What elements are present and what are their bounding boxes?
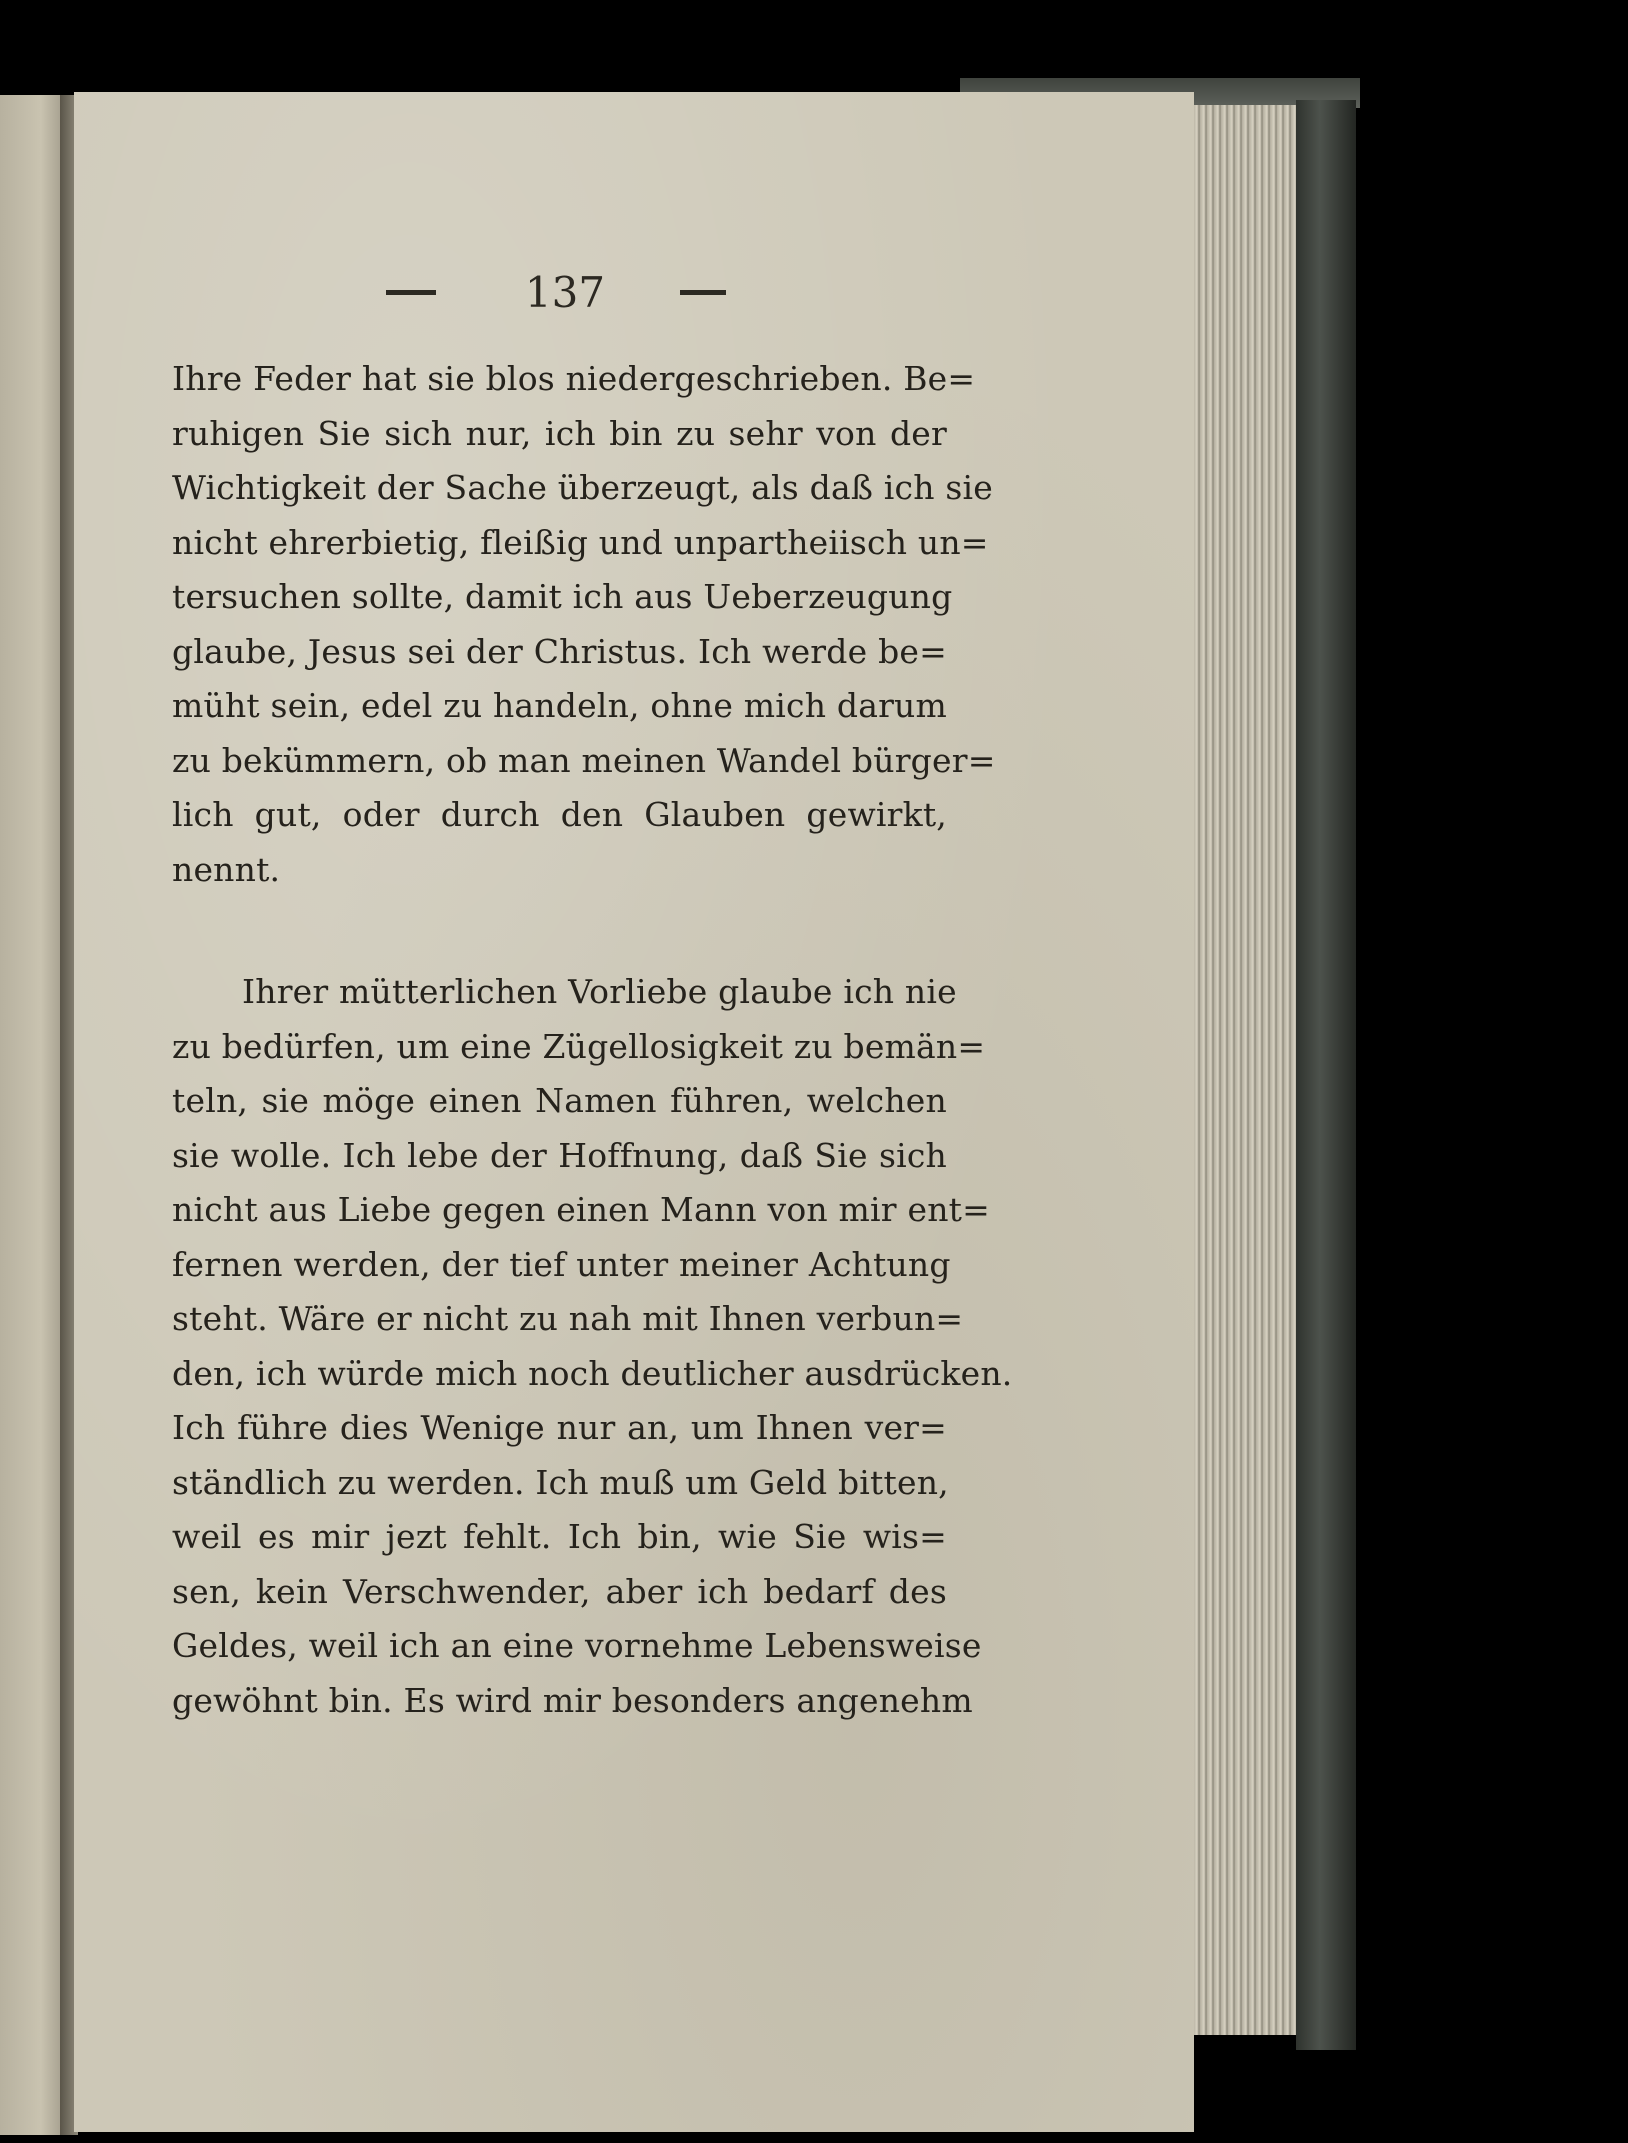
text-line: den, ich würde mich noch deutlicher ausdrücken. bbox=[172, 1353, 1013, 1393]
text-line: nicht aus Liebe gegen einen Mann von mir ent= bbox=[172, 1190, 990, 1229]
text-line: steht. Wäre er nicht zu nah mit Ihnen verbun= bbox=[172, 1299, 964, 1338]
text-line: Wichtigkeit der Sache überzeugt, als daß ich sie bbox=[172, 468, 993, 507]
page-edges bbox=[1180, 105, 1300, 2035]
text-line: weil es mir jezt fehlt. Ich bin, wie Sie wis= bbox=[172, 1517, 947, 1556]
left-page-edge bbox=[0, 95, 68, 2135]
paragraph-gap bbox=[172, 897, 947, 965]
text-line: Geldes, weil ich an eine vornehme Lebensweise bbox=[172, 1626, 982, 1665]
text-line: ständlich zu werden. Ich muß um Geld bitten, bbox=[172, 1462, 949, 1502]
text-line: sen, kein Verschwender, aber ich bedarf des bbox=[172, 1571, 947, 1611]
book-cover-right bbox=[1296, 100, 1356, 2050]
text-line: Ich führe dies Wenige nur an, um Ihnen ver= bbox=[172, 1408, 947, 1447]
header-dash-right bbox=[680, 290, 726, 295]
text-line: zu bekümmern, ob man meinen Wandel bürger= bbox=[172, 740, 996, 780]
text-line: zu bedürfen, um eine Zügellosigkeit zu bemän= bbox=[172, 1026, 986, 1066]
running-header bbox=[370, 268, 740, 328]
text-line: ruhigen Sie sich nur, ich bin zu sehr von der bbox=[172, 413, 947, 453]
text-line: Ihrer mütterlichen Vorliebe glaube ich nie bbox=[242, 972, 957, 1011]
text-line: lich gut, oder durch den Glauben gewirkt, bbox=[172, 795, 947, 834]
page-number: 137 bbox=[524, 268, 606, 317]
text-line: nicht ehrerbietig, fleißig und unpartheiisch un= bbox=[172, 522, 989, 562]
text-line: fernen werden, der tief unter meiner Achtung bbox=[172, 1244, 951, 1284]
text-line: müht sein, edel zu handeln, ohne mich darum bbox=[172, 686, 947, 725]
text-line: sie wolle. Ich lebe der Hoffnung, daß Sie sich bbox=[172, 1135, 947, 1175]
text-line: teln, sie möge einen Namen führen, welchen bbox=[172, 1081, 947, 1120]
text-line: glaube, Jesus sei der Christus. Ich werde be= bbox=[172, 631, 947, 671]
text-line: gewöhnt bin. Es wird mir besonders angenehm bbox=[172, 1680, 973, 1720]
header-dash-left bbox=[386, 290, 436, 295]
body-text bbox=[172, 352, 1013, 1728]
text-line: tersuchen sollte, damit ich aus Ueberzeugung bbox=[172, 577, 953, 616]
text-line: nennt. bbox=[172, 849, 281, 889]
text-line: Ihre Feder hat sie blos niedergeschrieben. Be= bbox=[172, 359, 976, 398]
